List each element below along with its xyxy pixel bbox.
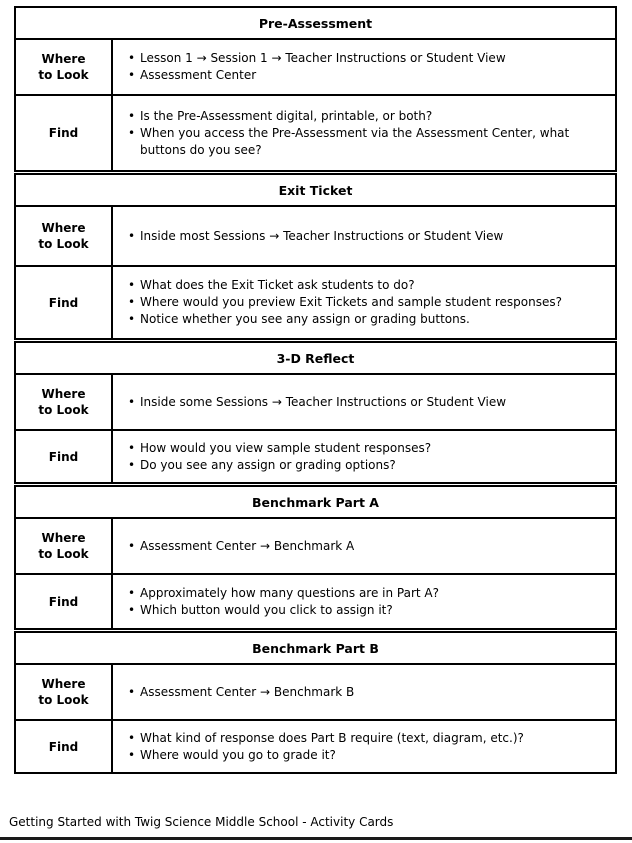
find-label: Find (16, 96, 113, 170)
bullet-item: • Inside most Sessions → Teacher Instructions or Student View (128, 228, 503, 245)
find-content (113, 96, 615, 170)
page-footer: Getting Started with Twig Science Middle School - Activity Cards (9, 815, 394, 829)
find-content (113, 721, 615, 772)
section-benchmark-part-b (14, 631, 617, 774)
where-to-look-content (113, 665, 615, 719)
section-benchmark-part-a (14, 485, 617, 630)
where-to-look-label: Where to Look (16, 375, 113, 429)
find-label: Find (16, 267, 113, 338)
section-title: Benchmark Part B (16, 633, 615, 665)
find-label: Find (16, 431, 113, 482)
bullet-item: • What does the Exit Ticket ask students to do? (128, 277, 562, 294)
find-label: Find (16, 721, 113, 772)
bullet-item: • What kind of response does Part B require (text, diagram, etc.)? (128, 730, 524, 747)
activity-tables (14, 6, 617, 775)
bullet-item: • Is the Pre-Assessment digital, printable, or both? (128, 108, 596, 125)
find-content (113, 431, 615, 482)
bullet-item: • Where would you preview Exit Tickets and sample student responses? (128, 294, 562, 311)
bullet-item: • Where would you go to grade it? (128, 747, 524, 764)
bullet-item: • Approximately how many questions are in Part A? (128, 585, 439, 602)
where-to-look-content (113, 375, 615, 429)
bullet-item: • Which button would you click to assign it? (128, 602, 439, 619)
bullet-item: • Assessment Center → Benchmark B (128, 684, 354, 701)
where-to-look-content (113, 519, 615, 573)
bullet-item: • When you access the Pre-Assessment via the Assessment Center, what buttons do you see? (128, 125, 596, 159)
bullet-item: • Inside some Sessions → Teacher Instructions or Student View (128, 394, 506, 411)
where-to-look-content (113, 207, 615, 265)
where-to-look-content (113, 40, 615, 94)
section-title: Pre-Assessment (16, 8, 615, 40)
bullet-item: • Lesson 1 → Session 1 → Teacher Instructions or Student View (128, 50, 506, 67)
bullet-item: • How would you view sample student responses? (128, 440, 431, 457)
bullet-item: • Do you see any assign or grading options? (128, 457, 431, 474)
bullet-item: • Assessment Center → Benchmark A (128, 538, 354, 555)
where-to-look-label: Where to Look (16, 519, 113, 573)
find-content (113, 267, 615, 338)
section-title: Benchmark Part A (16, 487, 615, 519)
section-title: Exit Ticket (16, 175, 615, 207)
find-content (113, 575, 615, 628)
bullet-item: • Notice whether you see any assign or grading buttons. (128, 311, 562, 328)
where-to-look-label: Where to Look (16, 207, 113, 265)
page-bottom-divider (0, 837, 632, 840)
section-title: 3-D Reflect (16, 343, 615, 375)
section-3d-reflect (14, 341, 617, 484)
where-to-look-label: Where to Look (16, 665, 113, 719)
where-to-look-label: Where to Look (16, 40, 113, 94)
section-exit-ticket (14, 173, 617, 340)
section-pre-assessment (14, 6, 617, 172)
bullet-item: • Assessment Center (128, 67, 506, 84)
find-label: Find (16, 575, 113, 628)
